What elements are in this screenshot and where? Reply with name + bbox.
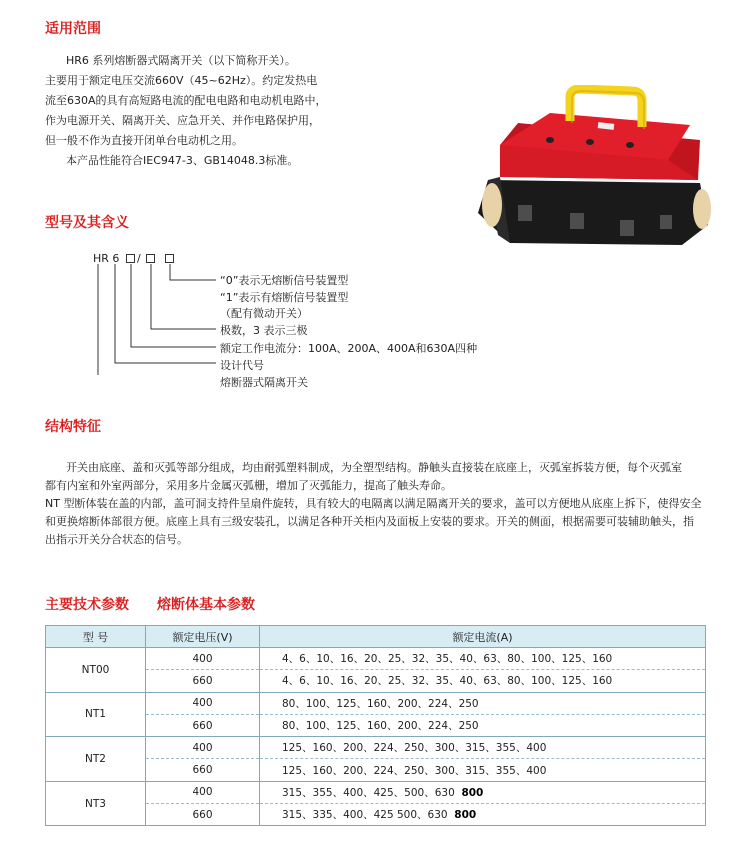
model-desc-poles: 极数，3 表示三极 (220, 324, 308, 337)
model-code-slash: / (137, 252, 141, 265)
current-cell: 4、6、10、16、20、25、32、35、40、63、80、100、125、160 (260, 670, 706, 692)
current-cell: 125、160、200、224、250、300、315、355、400 (260, 759, 706, 781)
structure-line-4: 和更换熔断体部很方便。底座上具有三级安装孔，以满足各种开关柜内及面板上安装的要求。开关的侧面，根据需要可装辅助触头，指 (45, 515, 694, 528)
voltage-cell: 660 (146, 714, 260, 736)
current-cell: 4、6、10、16、20、25、32、35、40、63、80、100、125、160 (260, 648, 706, 670)
col-header-current: 额定电流(A) (260, 626, 706, 648)
col-header-voltage: 额定电压(V) (146, 626, 260, 648)
current-cell: 80、100、125、160、200、224、250 (260, 692, 706, 714)
model-cell: NT2 (46, 737, 146, 782)
table-row (46, 737, 706, 759)
table-row (46, 692, 706, 714)
model-cell: NT1 (46, 692, 146, 737)
current-tail-value: 800 (461, 786, 484, 799)
scope-line-4: 作为电源开关、隔离开关、应急开关、并作电路保护用， (45, 114, 320, 127)
voltage-cell: 400 (146, 781, 260, 803)
structure-line-3: NT 型断体装在盖的内部，盖可洞支持件呈扇件旋转，具有较大的电隔离以满足隔离开关的要求，盖可以方便地从底座上拆下，使得安全 (45, 497, 702, 510)
col-header-model: 型 号 (46, 626, 146, 648)
fuse-params-table (45, 625, 706, 826)
params-heading-fuse: 熔断体基本参数 (157, 597, 255, 613)
voltage-cell: 660 (146, 670, 260, 692)
product-photo (470, 85, 720, 265)
model-desc-signal-with: “1”表示有熔断信号装置型 (220, 291, 349, 304)
voltage-cell: 400 (146, 737, 260, 759)
scope-line-1: HR6 系列熔断器式隔离开关（以下简称开关）。 (66, 54, 296, 67)
model-desc-type: 熔断器式隔离开关 (220, 376, 308, 389)
model-desc-current: 额定工作电流分：100A、200A、400A和630A四种 (220, 342, 478, 355)
table-row (46, 781, 706, 803)
current-cell: 125、160、200、224、250、300、315、355、400 (260, 737, 706, 759)
table-header-row (46, 626, 706, 648)
scope-line-3: 流至630A的具有高短路电流的配电电路和电动机电路中， (45, 94, 327, 107)
model-cell: NT00 (46, 648, 146, 693)
current-cell: 315、355、400、425、500、630 800 (260, 781, 706, 803)
scope-line-6: 本产品性能符合IEC947-3、GB14048.3标准。 (66, 154, 299, 167)
current-cell: 315、335、400、425 500、630 800 (260, 804, 706, 826)
structure-heading: 结构特征 (45, 419, 101, 435)
scope-line-5: 但一般不作为直接开闭单台电动机之用。 (45, 134, 243, 147)
model-code-leader-lines (90, 262, 230, 387)
structure-line-2: 都有内室和外室两部分，采用多片金属灭弧栅，增加了灭弧能力，提高了触头寿命。 (45, 479, 452, 492)
params-heading-main: 主要技术参数 (45, 597, 129, 613)
voltage-cell: 660 (146, 804, 260, 826)
scope-line-2: 主要用于额定电压交流660V（45~62Hz）。约定发热电 (45, 74, 318, 87)
structure-line-1: 开关由底座、盖和灭弧等部分组成，均由耐弧塑料制成，为全塑型结构。静触头直接装在底座上，灭弧室拆装方便，每个灭弧室 (66, 461, 682, 474)
current-tail-value: 800 (454, 809, 477, 822)
voltage-cell: 660 (146, 759, 260, 781)
model-code-prefix: HR 6 (93, 252, 120, 265)
voltage-cell: 400 (146, 692, 260, 714)
model-desc-microswitch: （配有微动开关） (220, 307, 308, 320)
scope-heading: 适用范围 (45, 21, 101, 37)
model-desc-design-code: 设计代号 (220, 359, 264, 372)
table-row (46, 648, 706, 670)
current-cell: 80、100、125、160、200、224、250 (260, 714, 706, 736)
model-heading: 型号及其含义 (45, 215, 129, 231)
model-cell: NT3 (46, 781, 146, 826)
voltage-cell: 400 (146, 648, 260, 670)
model-desc-signal-none: “0”表示无熔断信号装置型 (220, 274, 349, 287)
structure-line-5: 出指示开关分合状态的信号。 (45, 533, 188, 546)
